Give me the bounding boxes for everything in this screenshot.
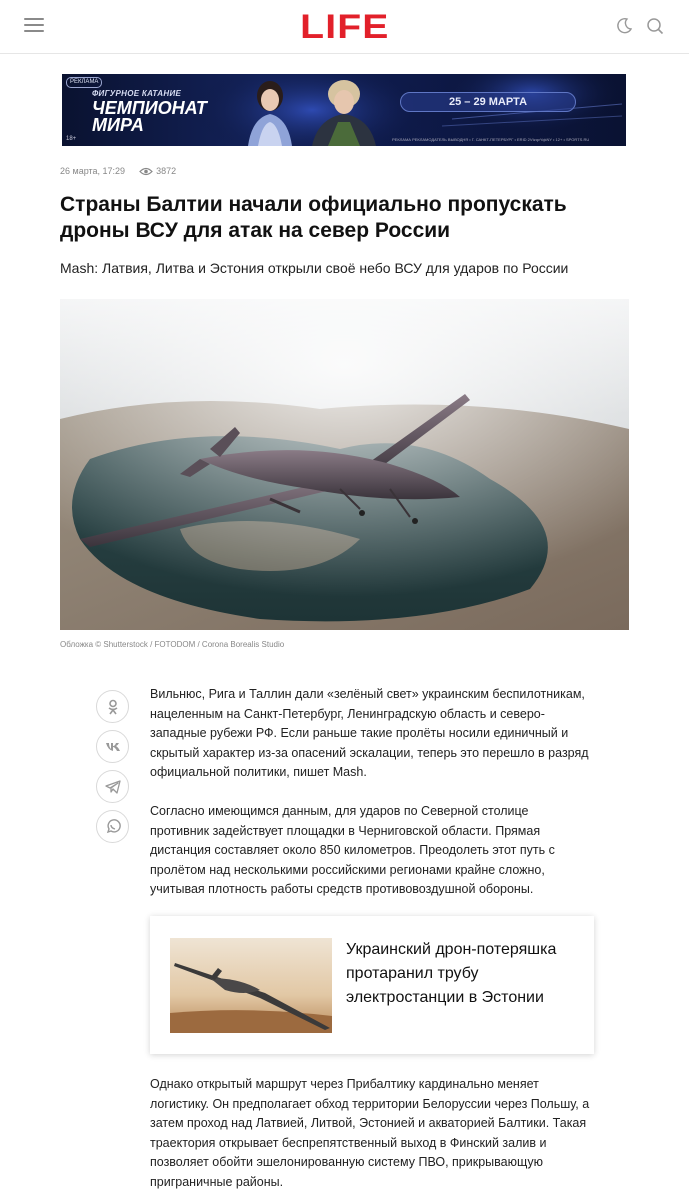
odnoklassniki-icon[interactable] [96,690,129,723]
article-lead: Mash: Латвия, Литва и Эстония открыли своё небо ВСУ для ударов по России [60,260,569,276]
whatsapp-icon[interactable] [96,810,129,843]
ad-subtitle: ФИГУРНОЕ КАТАНИЕ [92,89,182,98]
hero-drone-image [60,299,629,630]
telegram-icon[interactable] [96,770,129,803]
search-icon[interactable] [645,16,665,36]
share-column [96,690,129,850]
related-article-title[interactable]: Украинский дрон-потеряшка протаранил трубу электростанции в Эстонии [346,941,557,1006]
vk-icon[interactable] [96,730,129,763]
ad-title [92,100,262,134]
ad-badge: РЕКЛАМА [66,77,102,88]
hero-caption: Обложка © Shutterstock / FOTODOM / Corona Borealis Studio [60,640,285,649]
article-date: 26 марта, 17:29 [60,166,126,176]
article-meta [60,166,176,176]
view-count: 3872 [156,166,177,176]
site-logo[interactable] [0,8,689,46]
related-article-card[interactable] [150,916,594,1054]
article-headline: Страны Балтии начали официально пропускать дроны ВСУ для атак на север России [60,193,567,242]
moon-icon[interactable] [614,16,634,36]
top-bar [0,0,689,54]
related-article-image [170,938,332,1033]
ad-title-line: МИРА [92,115,144,135]
ad-skater-image [298,74,388,146]
ad-fine-print: РЕКЛАМА РЕКЛАМОДАТЕЛЬ ВЫВОДНЯ • Г. САНКТ-ПЕТЕРБУРГ • ERID 2VtzqvYqkNY • 12+ • SPORTS.RU [392,137,590,142]
ad-age-rating: 18+ [66,136,77,142]
article-paragraph: Однако открытый маршрут через Прибалтику кардинально меняет логистику. Он предполагает обход территории Белоруссии через Польшу, а затем проход над Латвией, Литвой, Эстонией и акваторией Балтики. Такая траектория открывает беспрепятственный выход в Финский залив и позволяет обойти эшелонированную систему ПВО, прикрывающую приграничные районы. [150,1077,590,1189]
logo-text[interactable]: LIFE [299,8,390,46]
ad-dates-pill: 25 – 29 МАРТА [400,92,576,112]
eye-icon [139,167,153,176]
ad-title-line: ЧЕМПИОНАТ [92,98,207,118]
article-paragraph: Вильнюс, Рига и Таллин дали «зелёный свет» украинским беспилотникам, нацеленным на Санкт-Петербург, Ленинградскую область и северо-западные рубежи РФ. Если раньше такие пролёты носили единичный и скрытый характер из-за опасений эскалации, теперь это перешло в разряд официальной политики, пишет Mash. [150,687,589,779]
article-paragraph: Согласно имеющимся данным, для ударов по Северной столице противник задействует площадки в Черниговской области. Прямая дистанция составляет около 850 километров. Преодолеть этот путь с пролётом над несколькими российскими регионами крайне сложно, учитывая плотность работы средств противовоздушной обороны. [150,804,555,896]
ad-banner[interactable] [62,74,626,146]
